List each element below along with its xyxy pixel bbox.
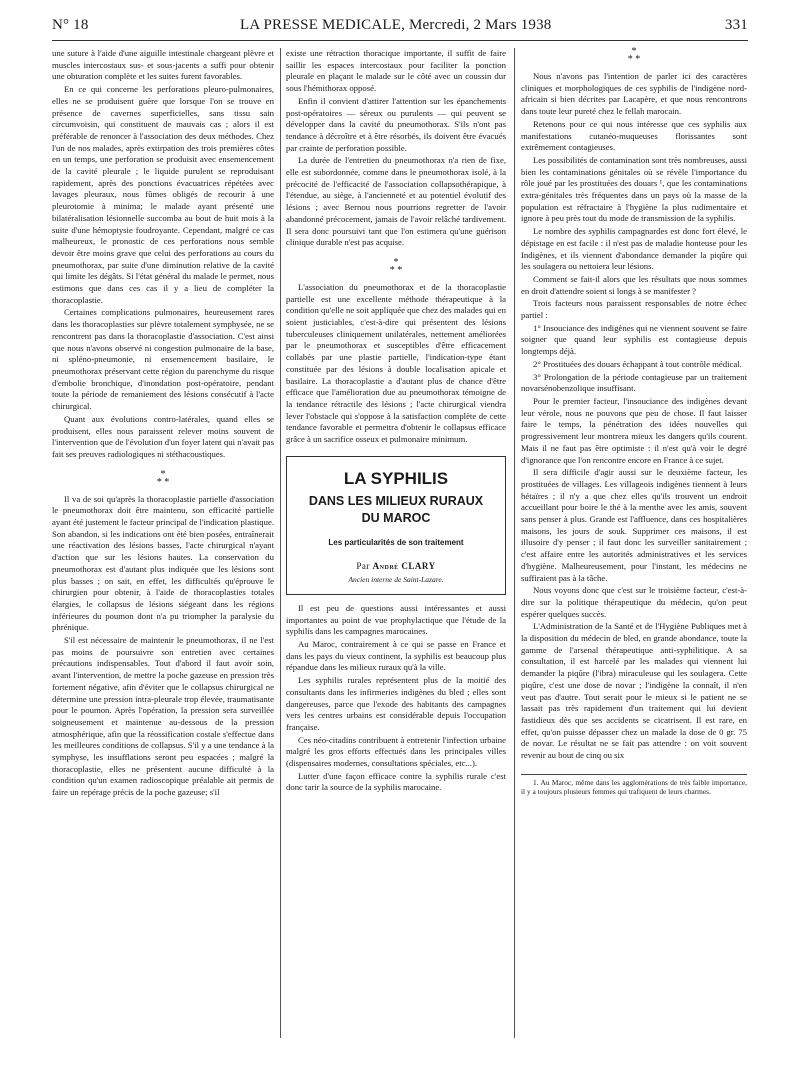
paragraph: Le nombre des syphilis campagnardes est donc fort élevé, le dépistage en est facile : il n'est pas de maladie honteuse pour les Indigènes, et ils viennent d'abondance demander la piqûre qui les soulagera ou nettoiera leur lésions. — [521, 226, 747, 272]
article-title-box — [286, 456, 506, 595]
footnote-rule — [521, 774, 747, 775]
paragraph: Il est peu de questions aussi intéressantes et aussi importantes au point de vue prophylactique que l'étude de la syphilis dans les campagnes marocaines. — [286, 602, 506, 637]
paragraph: Retenons pour ce qui nous intéresse que ces syphilis aux manifestations cutanéo-muqueuses florissantes sont extrêmement contagieuses. — [521, 118, 747, 153]
article-title-line2: DANS LES MILIEUX RURAUX — [308, 493, 484, 508]
column-rule — [280, 48, 281, 1038]
paragraph: 3° Prolongation de la période contagieuse par un traitement novarsénobenzolique insuffisant. — [521, 371, 747, 394]
issue-number: N° 18 — [52, 17, 89, 33]
paragraph: Enfin il convient d'attirer l'attention sur les épanchements post-opératoires — séreux ou purulents — qui peuvent se développer dans la cavité du pneumothorax. S'ils n'ont pas tendance à décroître et à être résorbés, ils doivent être évacués par crainte de perforation possible. — [286, 95, 506, 153]
paragraph: Trois facteurs nous paraissent responsables de notre échec partiel : — [521, 298, 747, 321]
paragraph: une suture à l'aide d'une aiguille intestinale chargeant plèvre et muscles intercostaux sus- et sous-jacents a suffi pour obtenir une obturation complète et les suites furent favorables. — [52, 48, 274, 82]
paragraph: existe une rétraction thoracique importante, il suffit de faire saillir les espaces intercostaux pour faciliter la ponction pleurale en plaçant le malade sur le côté avec un coussin dur sous l'hémithorax opposé. — [286, 48, 506, 94]
column-rule — [514, 48, 515, 1038]
section-separator: * * * — [389, 256, 403, 276]
paragraph: Nous voyons donc que c'est sur le troisième facteur, c'est-à-dire sur la politique thérapeutique du médecin, qu'on peut espérer quelques succès. — [521, 585, 747, 619]
paragraph: L'Administration de la Santé et de l'Hygiène Publiques met à la disposition du médecin de bled, en grande abondance, toute la gamme de l'arsenal thérapeutique anti-syphilitique. A sa consultation, il est harcelé par les malades qui viennent lui demander la piqûre (l'ibra) miraculeuse qui les soulagera. Cette piqûre, c'est une dose de novar ; l'indigène la connaît, il n'en veut pas d'autre. Tout serait pour le mieux si le patient ne se lassait pas très rapidement d'un traitement qui lui devient fastidieux dès que ses accidents se cicatrisent. Il est rare, en effet, qu'on puisse dépasser chez un malade la dose de 0 gr. 75 de novar. Le résultat ne se fait pas attendre : on voit souvent revenir au bout de cinq ou six — [521, 621, 747, 761]
paragraph: Lutter d'une façon efficace contre la syphilis rurale c'est donc tarir la source de la syphilis marocaine. — [286, 770, 506, 793]
journal-title: LA PRESSE MEDICALE, Mercredi, 2 Mars 1938 — [240, 17, 552, 33]
column-3 — [521, 48, 747, 798]
paragraph: Pour le premier facteur, l'insouciance des indigènes devant leur vérole, nous ne pouvons que peu de chose. Il faut laisser faire le temps, la pénétration des idées nouvelles qui progressivement leur montrera mieux les dangers qu'ils courent. Mais il ne faut pas être optimiste : il n'est qu'à voir le degré d'ignorance que l'on rencontre encore en France à ce sujet. — [521, 395, 747, 465]
paragraph: S'il est nécessaire de maintenir le pneumothorax, il ne l'est pas moins de poursuivre son entretien avec certaines précautions indispensables. Tout d'abord il faut avoir soin, avant l'intervention, de mettre la poche gazeuse en pression très fortement négative, afin d'éviter que le collapsus chirurgical ne détermine une pression intra-pleurale trop élevée, traumatisante pour le poumon. Après l'opération, la pression sera surveillée soigneusement et maintenue au-dessous de la pression atmosphérique, afin que la réossification costale s'effectue dans les meilleures conditions de collapsus. S'il y a une tendance à la symphyse, les insufflations seront peu espacées ; malgré la thoracoplastie, elles ne présentent aucune difficulté à la condition qu'un examen radioscopique préalable ait permis de faire un repérage précis de la poche gazeuse; s'il — [52, 635, 274, 798]
paragraph: 2° Prostituées des douars échappant à tout contrôle médical. — [533, 358, 742, 369]
running-header — [52, 17, 748, 39]
paragraph: Les syphilis rurales représentent plus de la moitié des consultants dans les infirmeries indigènes du bled ; elles sont dangereuses, parce que l'exode des habitants des campagnes vers les centres urbains est considérable depuis l'occupation française. — [286, 675, 506, 732]
paragraph: Il va de soi qu'après la thoracoplastie partielle d'association le pneumothorax doit être maintenu, son efficacité partielle ayant été justement le facteur principal de l'indication plastique. Son abandon, si les indications ont été bien posées, entraînerait une réactivation des lésions basses, l'acte chirurgical n'ayant d'action que sur les lésions hautes. La conservation du pneumothorax est d'autant plus indiquée que les lésions sont plus basses ; on sait, en effet, les difficultés qu'éprouve le chirurgien pour obtenir, à l'aide de thoracoplasties totales élargies, le collapsus de lésions siégeant dans les régions inférieures du poumon dont n'a pu triompher la paralysie du phrénique. — [52, 493, 274, 633]
paragraph: En ce qui concerne les perforations pleuro-pulmonaires, elles ne se produisent guère que lorsque l'on se trouve en présence de cavernes superficielles, sans tissu sain circumvoisin, qui constituent de mauvais cas ; alors il est préférable de renoncer à l'association des deux méthodes. Chez l'un de nos malades, après extirpation des trois premières côtes en un temps, une perforation se produisit avec ensemencement de la cavité pleurale ; le liquide purulent se reproduisant rapidement, après des ponctions évacuatrices répétées avec lavages pleuraux, nous fûmes obligés de recourir à une pleurotomie à minima; le malade ayant présenté une bilatéralisation lésionnelle succomba au bout de huit mois à la suite d'une hémoptysie foudroyante. Cependant, malgré ce cas malheureux, le pronostic de ces perforations nous semble devoir être moins grave que celui des perforations au cours du pneumothorax, par suite d'une diminution relative de la cavité qui limite les dégâts. Si l'état général du malade le permet, nous estimons que dans ces cas il y a lieu de compléter la thoracoplastie. — [52, 84, 274, 305]
paragraph: Quant aux évolutions contro-latérales, quand elles se produisent, elles nous paraissent relever moins souvent de l'intervention que de l'évolution d'un foyer latent qui n'avait pas fait ses preuves radiologiques ni stéthacoustiques. — [52, 413, 274, 459]
paragraph: 1° Insouciance des indigènes qui ne viennent souvent se faire soigner que quand leur syphilis est contagieuse depuis longtemps déjà. — [521, 322, 747, 357]
author-role: Ancien interne de Saint-Lazare. — [348, 575, 444, 585]
paragraph: Comment se fait-il alors que les résultats que nous sommes en droit d'attendre soient si longs à se manifester ? — [521, 273, 747, 296]
paragraph: Certaines complications pulmonaires, heureusement rares dans les thoracoplasties sur plèvre totalement symphysée, ne se rencontrent pas dans la thoracoplastie d'association. C'est ainsi que nous n'avons observé ni congestion pulmonaire de la base, ni spléno-pneumonie, ni ensemencement basilaire, le pneumothorax préservant cette région du parenchyme du risque d'embolie bronchique, d'inondation post-opératoire, pendant toute la période de remaniement des lésions consécutif à l'acte chirurgical. — [52, 307, 274, 412]
article-title-line1: LA SYPHILIS — [343, 468, 449, 488]
page-number: 331 — [724, 17, 748, 33]
article-title-line3: DU MAROC — [361, 510, 431, 525]
column-1 — [52, 48, 274, 800]
section-separator: * * * — [156, 468, 170, 488]
article-byline: Par André CLARY — [356, 560, 436, 571]
paragraph: Nous n'avons pas l'intention de parler ici des caractères cliniques et morphologiques de ces syphilis de l'indigène nord-africain si bien décrites par Lacapère, et que nous rencontrons dans toute leur pureté chez le fellah marocain. — [521, 71, 747, 117]
author-name: André CLARY — [372, 560, 436, 571]
paragraph: L'association du pneumothorax et de la thoracoplastie partielle est une excellente méthode thérapeutique à la condition qu'elle ne soit appliquée que chez des malades qui en soient justiciables, c'est-à-dire qui présentent des lésions tuberculeuses cliniquement unilatérales, nettement améliorées par le pneumothorax et susceptibles d'être efficacement collabés par une plastie partielle, l'indication-type étant constituée par des lésions à double localisation apicale et basilaire. La thoracoplastie a d'autant plus de chance d'être efficace que l'amélioration due au pneumothorax témoigne de la tendance rétractile des lésions ; l'acte chirurgical viendra lever l'obstacle qui s'oppose à la satisfaction complète de cette tendance favorable et permettra d'obtenir le collapsus efficace grâce à un sacrifice osseux et pulmonaire minimum. — [286, 281, 506, 445]
header-rule — [52, 40, 748, 41]
paragraph: Au Maroc, contrairement à ce qui se passe en France et dans les pays du vieux continent, la syphilis est beaucoup plus répandue dans les milieux ruraux qu'à la ville. — [286, 639, 506, 673]
article-subtitle: Les particularités de son traitement — [328, 537, 464, 547]
paragraph: La durée de l'entretien du pneumothorax n'a rien de fixe, elle est subordonnée, comme dans le pneumothorax isolé, à la précocité de l'efficacité de l'association collapsothérapique, à l'étendue, au siège, à l'ancienneté et au potentiel évolutif des lésions ; avec Bernou nous pourrions regretter de l'avoir abandonné précocement, jamais de l'avoir relâché tardivement. Il sera donc poursuivi tant que l'on estimera qu'une guérison clinique durable n'est pas acquise. — [286, 155, 506, 248]
paragraph: Il sera difficile d'agir aussi sur le deuxième facteur, les prostituées de villages. Les villageois indigènes tiennent à leurs hétaïres ; il n'y a que chez elles qu'ils trouvent un endroit accueillant pour boire le thé à la menthe avec les amis, souvent sans penser à plus. Grande est l'affluence, dans ces hospitalières maisons, les jours de souk. Supprimer ces maisons, il est illusoire d'y penser ; il faut donc les surveiller sanitairement ; c'est affaire entre les autorités administratives et les services d'hygiène. Malheureusement, pour l'instant, les médecins ne suffiraient pas à la tâche. — [521, 467, 747, 583]
footnote: 1. Au Maroc, même dans les agglomérations de très faible importance, il y a toujours plusieurs femmes qui trafiquent de leurs charmes. — [521, 777, 747, 797]
paragraph: Les possibilités de contamination sont très nombreuses, aussi bien les contaminations génitales où se révèle l'importance du rôle joué par les prostituées des douars ¹, que les contaminations extra-génitales très fréquentes dans un pays où la masse de la population est réfractaire à l'hygiène la plus rudimentaire et ignore à peu près tout du mode de transmission de la syphilis. — [521, 154, 747, 224]
section-separator: * * * — [627, 46, 641, 65]
paragraph: Ces néo-citadins contribuent à entretenir l'infection urbaine malgré les gros efforts effectués dans les principales villes (dispensaires modernes, consultations spéciales, etc...). — [286, 734, 506, 769]
column-2 — [286, 48, 506, 795]
